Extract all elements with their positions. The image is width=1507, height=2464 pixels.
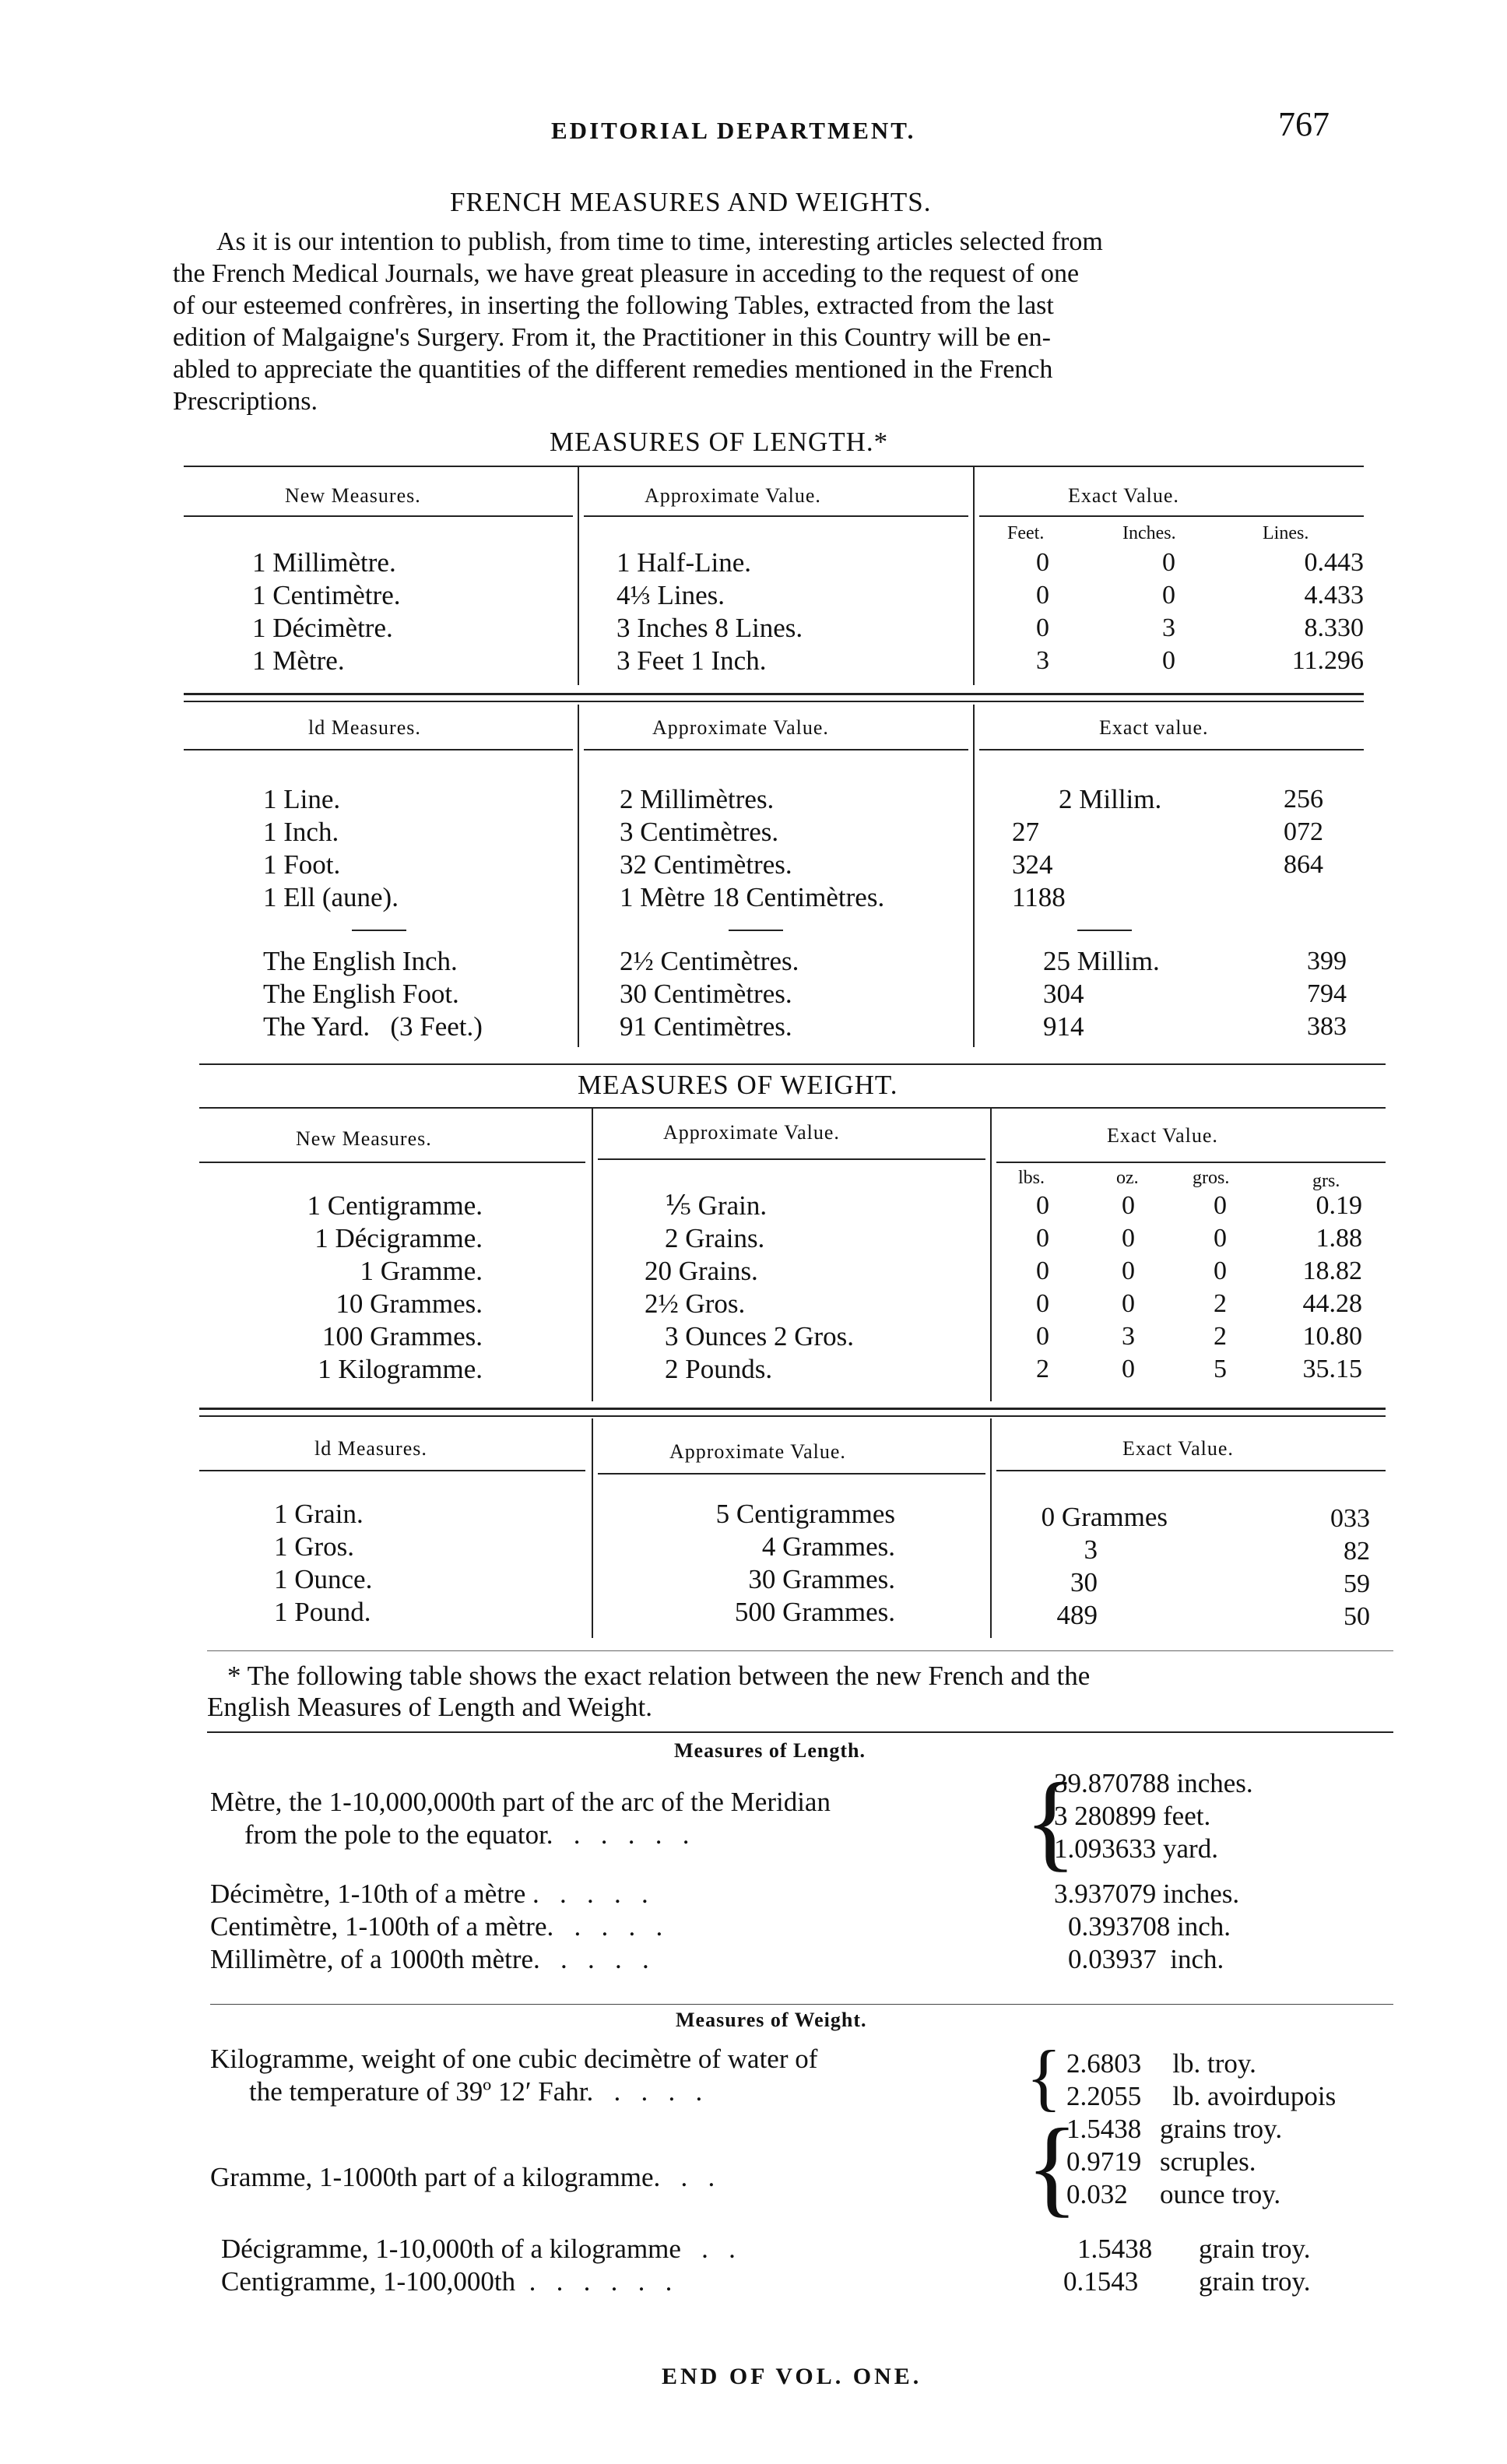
weight-new-approx	[645, 1190, 854, 1386]
table-cell-approx: 91 Centimètres.	[620, 1011, 792, 1042]
rule	[210, 2004, 1393, 2005]
table-cell-approx: 3 Ounces 2 Gros.	[665, 1321, 855, 1352]
table-cell-name: 1 Centigramme.	[307, 1190, 483, 1221]
rule	[996, 1470, 1386, 1471]
table-cell-value: 0	[1122, 1224, 1135, 1253]
length-english-exact-frac	[1261, 945, 1347, 1043]
subheader-grs: grs.	[1312, 1171, 1340, 1191]
table-cell-name: 1 Gros.	[274, 1531, 355, 1562]
length-section-title: MEASURES OF LENGTH.*	[550, 427, 889, 457]
metre-value: 1.093633 yard.	[1054, 1833, 1218, 1864]
metre-definition: Mètre, the 1-10,000,000th part of the arc of the Meridian	[210, 1787, 831, 1817]
metre-values	[1054, 1767, 1253, 1865]
gramme-definition: Gramme, 1-1000th part of a kilogramme. . .	[210, 2162, 715, 2192]
rule	[199, 1415, 1386, 1417]
table-cell-value: 0	[1122, 1355, 1135, 1383]
rule	[207, 1731, 1393, 1733]
weight-number: 2.6803	[1066, 2048, 1142, 2079]
table-cell-approx: 30 Centimètres.	[620, 979, 792, 1009]
table-cell-approx: 32 Centimètres.	[620, 849, 792, 880]
gramme-values	[1066, 2113, 1282, 2211]
table-cell-name: 1 Gramme.	[360, 1256, 483, 1286]
subheader-inches: Inches.	[1122, 523, 1176, 543]
table-cell-value: 0	[1122, 1257, 1135, 1285]
table-cell-value: 11.296	[1291, 646, 1364, 675]
weight-old-approx	[638, 1498, 895, 1629]
decigramme-definition: Décigramme, 1-10,000th of a kilogramme . .	[221, 2234, 736, 2264]
rule	[199, 1470, 585, 1471]
length-new-feet	[1018, 547, 1049, 677]
separator-dash	[352, 930, 406, 931]
column-divider	[990, 1418, 992, 1638]
exact-weight-heading: Measures of Weight.	[676, 2009, 867, 2031]
table-cell-approx: 2½ Gros.	[645, 1288, 746, 1319]
weight-section-title: MEASURES OF WEIGHT.	[578, 1070, 898, 1100]
table-cell-value: 3	[1036, 646, 1049, 675]
rule	[979, 749, 1364, 750]
table-cell-value: 399	[1307, 947, 1347, 975]
header-approximate-value: Approximate Value.	[652, 716, 829, 739]
table-cell-approx: 500 Grammes.	[734, 1597, 895, 1627]
intro-line: As it is our intention to publish, from time to time, interesting articles selected from	[216, 227, 1103, 256]
length-english-exact	[1043, 945, 1160, 1043]
table-cell-approx: 30 Grammes.	[748, 1564, 895, 1594]
metre-value: 3 280899 feet.	[1054, 1801, 1211, 1831]
header-old-measures: ld Measures.	[314, 1437, 427, 1460]
subheader-oz: oz.	[1116, 1168, 1139, 1188]
kilogramme-definition: Kilogramme, weight of one cubic decimètre of water of	[210, 2044, 818, 2074]
weight-unit: lb. troy.	[1172, 2048, 1256, 2079]
table-cell-value: 033	[1330, 1504, 1370, 1533]
table-cell-value: 50	[1344, 1602, 1370, 1631]
table-cell-approx: 2 Millimètres.	[620, 784, 775, 814]
rule	[184, 466, 1364, 467]
weight-new-oz	[1112, 1190, 1135, 1386]
table-cell-value: 2	[1036, 1355, 1049, 1383]
table-cell-value: 27	[1012, 817, 1039, 847]
table-cell-value: 383	[1307, 1012, 1347, 1041]
length-new-approx	[616, 547, 803, 677]
rule	[979, 515, 1364, 517]
table-cell-name: The Yard. (3 Feet.)	[263, 1011, 483, 1042]
weight-unit: grains troy.	[1160, 2114, 1283, 2144]
table-cell-value: 18.82	[1302, 1257, 1362, 1285]
table-cell-value: 304	[1043, 979, 1084, 1009]
intro-line: abled to appreciate the quantities of the different remedies mentioned in the French	[173, 355, 1053, 384]
centigramme-value	[1063, 2265, 1311, 2298]
table-cell-value: 0.19	[1316, 1191, 1362, 1220]
exact-length-label: Millimètre, of a 1000th mètre. . . . .	[210, 1944, 649, 1974]
table-cell-value: 072	[1284, 817, 1323, 846]
intro-line: the French Medical Journals, we have great pleasure in acceding to the request of one	[173, 259, 1080, 288]
metre-value: 39.870788 inches.	[1054, 1768, 1253, 1798]
page-number: 767	[1278, 105, 1330, 143]
table-cell-value: 0	[1162, 548, 1175, 577]
separator-dash	[1077, 930, 1132, 931]
header-approximate-value: Approximate Value.	[669, 1440, 846, 1463]
exact-length-label: Centimètre, 1-100th of a mètre. . . . .	[210, 1911, 663, 1942]
kilogramme-values	[1066, 2047, 1336, 2113]
table-cell-value: 1.88	[1316, 1224, 1362, 1253]
header-old-measures: ld Measures.	[308, 716, 421, 739]
table-cell-name: 1 Grain.	[274, 1499, 364, 1529]
table-cell-value: 25 Millim.	[1043, 946, 1160, 976]
column-divider	[973, 705, 975, 1047]
table-cell-value: 44.28	[1302, 1289, 1362, 1318]
table-cell-value: 0	[1162, 581, 1175, 610]
subheader-lbs: lbs.	[1018, 1168, 1045, 1188]
weight-number: 1.5438	[1077, 2234, 1153, 2264]
table-cell-value: 256	[1284, 785, 1323, 814]
weight-unit: grain troy.	[1199, 2266, 1311, 2297]
exact-length-values	[1054, 1878, 1239, 1976]
table-cell-value: 8.330	[1304, 613, 1364, 642]
table-cell-name: 100 Grammes.	[321, 1321, 483, 1352]
centigramme-definition: Centigramme, 1-100,000th . . . . . .	[221, 2266, 673, 2297]
table-cell-approx: 1 Half-Line.	[616, 547, 751, 578]
length-new-rows	[252, 547, 401, 677]
length-old-rows	[263, 783, 399, 914]
length-new-lines	[1230, 547, 1364, 677]
table-cell-value: 2	[1214, 1322, 1227, 1351]
intro-paragraph	[173, 226, 1364, 417]
length-old-approx	[620, 783, 884, 914]
exact-length-rows	[210, 1878, 662, 1976]
rule	[996, 1162, 1386, 1163]
table-cell-approx: 3 Centimètres.	[620, 817, 779, 847]
weight-old-exact	[1020, 1501, 1168, 1632]
weight-number: 0.9719	[1066, 2146, 1142, 2177]
table-cell-name: The English Inch.	[263, 946, 458, 976]
decigramme-value	[1077, 2233, 1311, 2265]
rule	[584, 515, 968, 517]
exact-length-heading: Measures of Length.	[674, 1739, 866, 1762]
table-cell-value: 0	[1214, 1191, 1227, 1220]
rule	[184, 701, 1364, 702]
table-cell-name: 1 Inch.	[263, 817, 339, 847]
weight-new-gros	[1203, 1190, 1227, 1386]
table-cell-value: 59	[1344, 1569, 1370, 1598]
kilogramme-definition: the temperature of 39º 12′ Fahr. . . . .	[249, 2076, 703, 2107]
exact-length-label: Décimètre, 1-10th of a mètre . . . . .	[210, 1879, 648, 1909]
weight-old-rows	[274, 1498, 372, 1629]
rule	[199, 1107, 1386, 1109]
table-cell-value: 3	[1122, 1322, 1135, 1351]
table-cell-approx: 4 Grammes.	[761, 1531, 895, 1562]
table-cell-value: 794	[1307, 979, 1347, 1008]
table-cell-value: 2 Millim.	[1059, 784, 1162, 814]
weight-new-rows	[234, 1190, 483, 1386]
table-cell-name: 1 Décimètre.	[252, 613, 393, 643]
subheader-gros: gros.	[1193, 1168, 1230, 1188]
intro-line: edition of Malgaigne's Surgery. From it, the Practitioner in this Country will be en-	[173, 323, 1051, 352]
table-cell-value: 0 Grammes	[1041, 1502, 1168, 1532]
table-cell-value: 3	[1084, 1534, 1098, 1565]
table-cell-value: 30	[1070, 1567, 1098, 1598]
footnote-line: English Measures of Length and Weight.	[207, 1692, 652, 1722]
table-cell-value: 0	[1162, 646, 1175, 675]
header-new-measures: New Measures.	[296, 1127, 432, 1150]
table-cell-name: 1 Mètre.	[252, 645, 345, 676]
header-approximate-value: Approximate Value.	[645, 484, 821, 507]
exact-length-value: 0.03937 inch.	[1068, 1944, 1224, 1974]
table-cell-approx: 4⅓ Lines.	[616, 580, 725, 610]
table-cell-approx: 2 Grains.	[665, 1223, 765, 1253]
rule	[207, 1650, 1393, 1651]
table-cell-value: 0	[1036, 1257, 1049, 1285]
table-cell-value: 914	[1043, 1011, 1084, 1042]
table-cell-name: 10 Grammes.	[335, 1288, 483, 1319]
table-cell-value: 4.433	[1304, 581, 1364, 610]
column-divider	[990, 1109, 992, 1401]
table-cell-value: 0	[1122, 1289, 1135, 1318]
intro-line: Prescriptions.	[173, 387, 318, 416]
exact-length-value: 3.937079 inches.	[1054, 1879, 1240, 1909]
weight-number: 0.1543	[1063, 2266, 1139, 2297]
weight-old-exact-frac	[1277, 1503, 1370, 1633]
weight-unit: grain troy.	[1199, 2234, 1311, 2264]
table-cell-name: 1 Ell (aune).	[263, 882, 399, 912]
table-cell-name: 1 Millimètre.	[252, 547, 396, 578]
weight-new-lbs	[1026, 1190, 1049, 1386]
column-divider	[973, 467, 975, 685]
table-cell-value: 3	[1162, 613, 1175, 642]
table-cell-value: 0.443	[1304, 548, 1364, 577]
rule	[184, 515, 573, 517]
footnote-line: * The following table shows the exact relation between the new French and the	[227, 1661, 1091, 1691]
weight-unit: lb. avoirdupois	[1172, 2081, 1337, 2111]
exact-length-value: 0.393708 inch.	[1068, 1911, 1231, 1942]
table-cell-approx: 3 Feet 1 Inch.	[616, 645, 767, 676]
brace-icon: {	[1024, 1761, 1077, 1882]
length-old-exact	[1012, 783, 1161, 914]
table-cell-value: 0	[1036, 581, 1049, 610]
separator-dash	[729, 930, 783, 931]
rule	[199, 1162, 585, 1163]
table-cell-value: 0	[1036, 548, 1049, 577]
table-cell-approx: 2½ Centimètres.	[620, 946, 799, 976]
weight-number: 1.5438	[1066, 2114, 1142, 2144]
table-cell-value: 0	[1036, 1224, 1049, 1253]
weight-number: 2.2055	[1066, 2081, 1142, 2111]
brace-icon: {	[1026, 2035, 1063, 2118]
header-exact-value: Exact Value.	[1107, 1124, 1218, 1147]
table-cell-name: 1 Kilogramme.	[318, 1354, 483, 1384]
table-cell-value: 1188	[1012, 882, 1066, 912]
table-cell-value: 0	[1036, 1289, 1049, 1318]
brace-icon: {	[1026, 2107, 1079, 2227]
rule	[199, 1063, 1386, 1065]
table-cell-value: 0	[1122, 1191, 1135, 1220]
table-cell-name: 1 Pound.	[274, 1597, 371, 1627]
table-cell-name: 1 Ounce.	[274, 1564, 373, 1594]
rule	[598, 1473, 985, 1475]
column-divider	[592, 1109, 593, 1401]
table-cell-value: 0	[1214, 1224, 1227, 1253]
table-cell-value: 82	[1344, 1537, 1370, 1566]
table-cell-name: 1 Foot.	[263, 849, 341, 880]
header-exact-value: Exact value.	[1099, 716, 1209, 739]
table-cell-value: 10.80	[1302, 1322, 1362, 1351]
length-new-inches	[1144, 547, 1175, 677]
subheader-feet: Feet.	[1007, 523, 1045, 543]
header-new-measures: New Measures.	[285, 484, 421, 507]
table-cell-approx: 2 Pounds.	[665, 1354, 773, 1384]
column-divider	[578, 467, 579, 685]
length-english-approx	[620, 945, 799, 1043]
rule	[584, 749, 968, 750]
table-cell-value: 5	[1214, 1355, 1227, 1383]
column-divider	[592, 1418, 593, 1638]
table-cell-value: 864	[1284, 850, 1323, 879]
table-cell-approx: ⅕ Grain.	[665, 1190, 768, 1221]
rule	[184, 693, 1364, 695]
weight-unit: ounce troy.	[1160, 2179, 1281, 2209]
rule	[184, 749, 573, 750]
metre-definition: from the pole to the equator. . . . . .	[244, 1819, 690, 1850]
table-cell-name: The English Foot.	[263, 979, 459, 1009]
header-exact-value: Exact Value.	[1068, 484, 1179, 507]
header-approximate-value: Approximate Value.	[663, 1121, 840, 1144]
length-old-exact-frac	[1245, 783, 1323, 881]
table-cell-value: 0	[1214, 1257, 1227, 1285]
table-cell-value: 35.15	[1302, 1355, 1362, 1383]
end-of-volume: END OF VOL. ONE.	[662, 2364, 922, 2389]
table-cell-value: 2	[1214, 1289, 1227, 1318]
table-cell-name: 1 Centimètre.	[252, 580, 401, 610]
table-cell-value: 0	[1036, 613, 1049, 642]
rule	[598, 1158, 985, 1160]
table-cell-approx: 1 Mètre 18 Centimètres.	[620, 882, 885, 912]
running-head: EDITORIAL DEPARTMENT.	[551, 117, 916, 144]
table-cell-approx: 3 Inches 8 Lines.	[616, 613, 803, 643]
table-cell-approx: 20 Grains.	[645, 1256, 758, 1286]
rule	[199, 1408, 1386, 1410]
weight-number: 0.032	[1066, 2179, 1128, 2209]
length-english-rows	[263, 945, 483, 1043]
table-cell-name: 1 Line.	[263, 784, 341, 814]
article-title: FRENCH MEASURES AND WEIGHTS.	[450, 187, 932, 217]
weight-new-grs	[1261, 1190, 1362, 1386]
table-cell-value: 324	[1012, 849, 1053, 880]
table-cell-approx: 5 Centigrammes	[715, 1499, 895, 1529]
weight-unit: scruples.	[1160, 2146, 1256, 2177]
table-cell-value: 0	[1036, 1322, 1049, 1351]
column-divider	[578, 705, 579, 1047]
header-exact-value: Exact Value.	[1122, 1437, 1234, 1460]
subheader-lines: Lines.	[1263, 523, 1309, 543]
intro-line: of our esteemed confrères, in inserting the following Tables, extracted from the last	[173, 291, 1054, 320]
table-cell-name: 1 Décigramme.	[314, 1223, 483, 1253]
table-cell-value: 0	[1036, 1191, 1049, 1220]
table-cell-value: 489	[1056, 1600, 1098, 1630]
